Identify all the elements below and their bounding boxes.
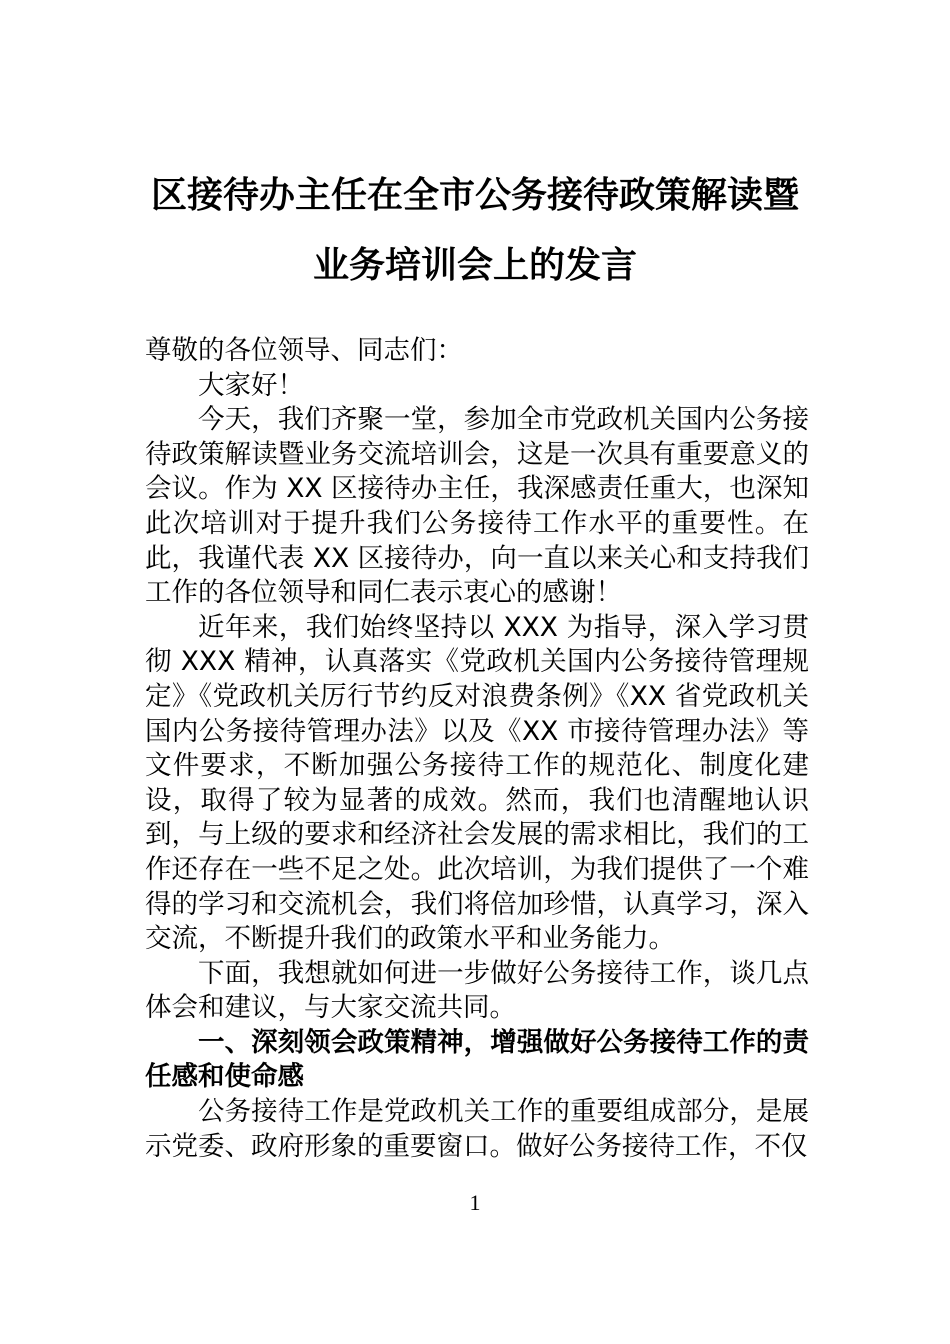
paragraph-opening: 今天，我们齐聚一堂，参加全市党政机关国内公务接待政策解读暨业务交流培训会，这是一次具有重要意义的会议。作为 XX 区接待办主任，我深感责任重大，也深知此次培训对于提升我们公务接待工作水平的重要性。在此，我谨代表 XX 区接待办，向一直以来关心和支持我们工作的各位领导和同仁表示衷心的感谢！ [145,404,809,609]
document-body [145,334,809,1164]
page-number: 1 [469,1190,481,1215]
document-title-line-2: 业务培训会上的发言 [312,245,637,286]
paragraph-transition: 下面，我想就如何进一步做好公务接待工作，谈几点体会和建议，与大家交流共同。 [145,957,809,1024]
document-title-line-1: 区接待办主任在全市公务接待政策解读暨 [150,175,799,216]
section-heading-1: 一、深刻领会政策精神，增强做好公务接待工作的责任感和使命感 [145,1026,809,1093]
salutation: 尊敬的各位领导、同志们： [145,335,463,366]
paragraph-achievements: 近年来，我们始终坚持以 XXX 为指导，深入学习贯彻 XXX 精神，认真落实《党政机关国内公务接待管理规定》《党政机关厉行节约反对浪费条例》《XX 省党政机关国内公务接待管理办法》以及《XX 市接待管理办法》等文件要求，不断加强公务接待工作的规范化、制度化建设，取得了较为显著的成效。然而，我们也清醒地认识到，与上级的要求和经济社会发展的需求相比，我们的工作还存在一些不足之处。此次培训，为我们提供了一个难得的学习和交流机会，我们将倍加珍惜，认真学习，深入交流，不断提升我们的政策水平和业务能力。 [145,611,809,955]
greeting: 大家好！ [198,369,304,401]
section-paragraph-1: 公务接待工作是党政机关工作的重要组成部分，是展示党委、政府形象的重要窗口。做好公务接待工作，不仅 [145,1096,809,1162]
